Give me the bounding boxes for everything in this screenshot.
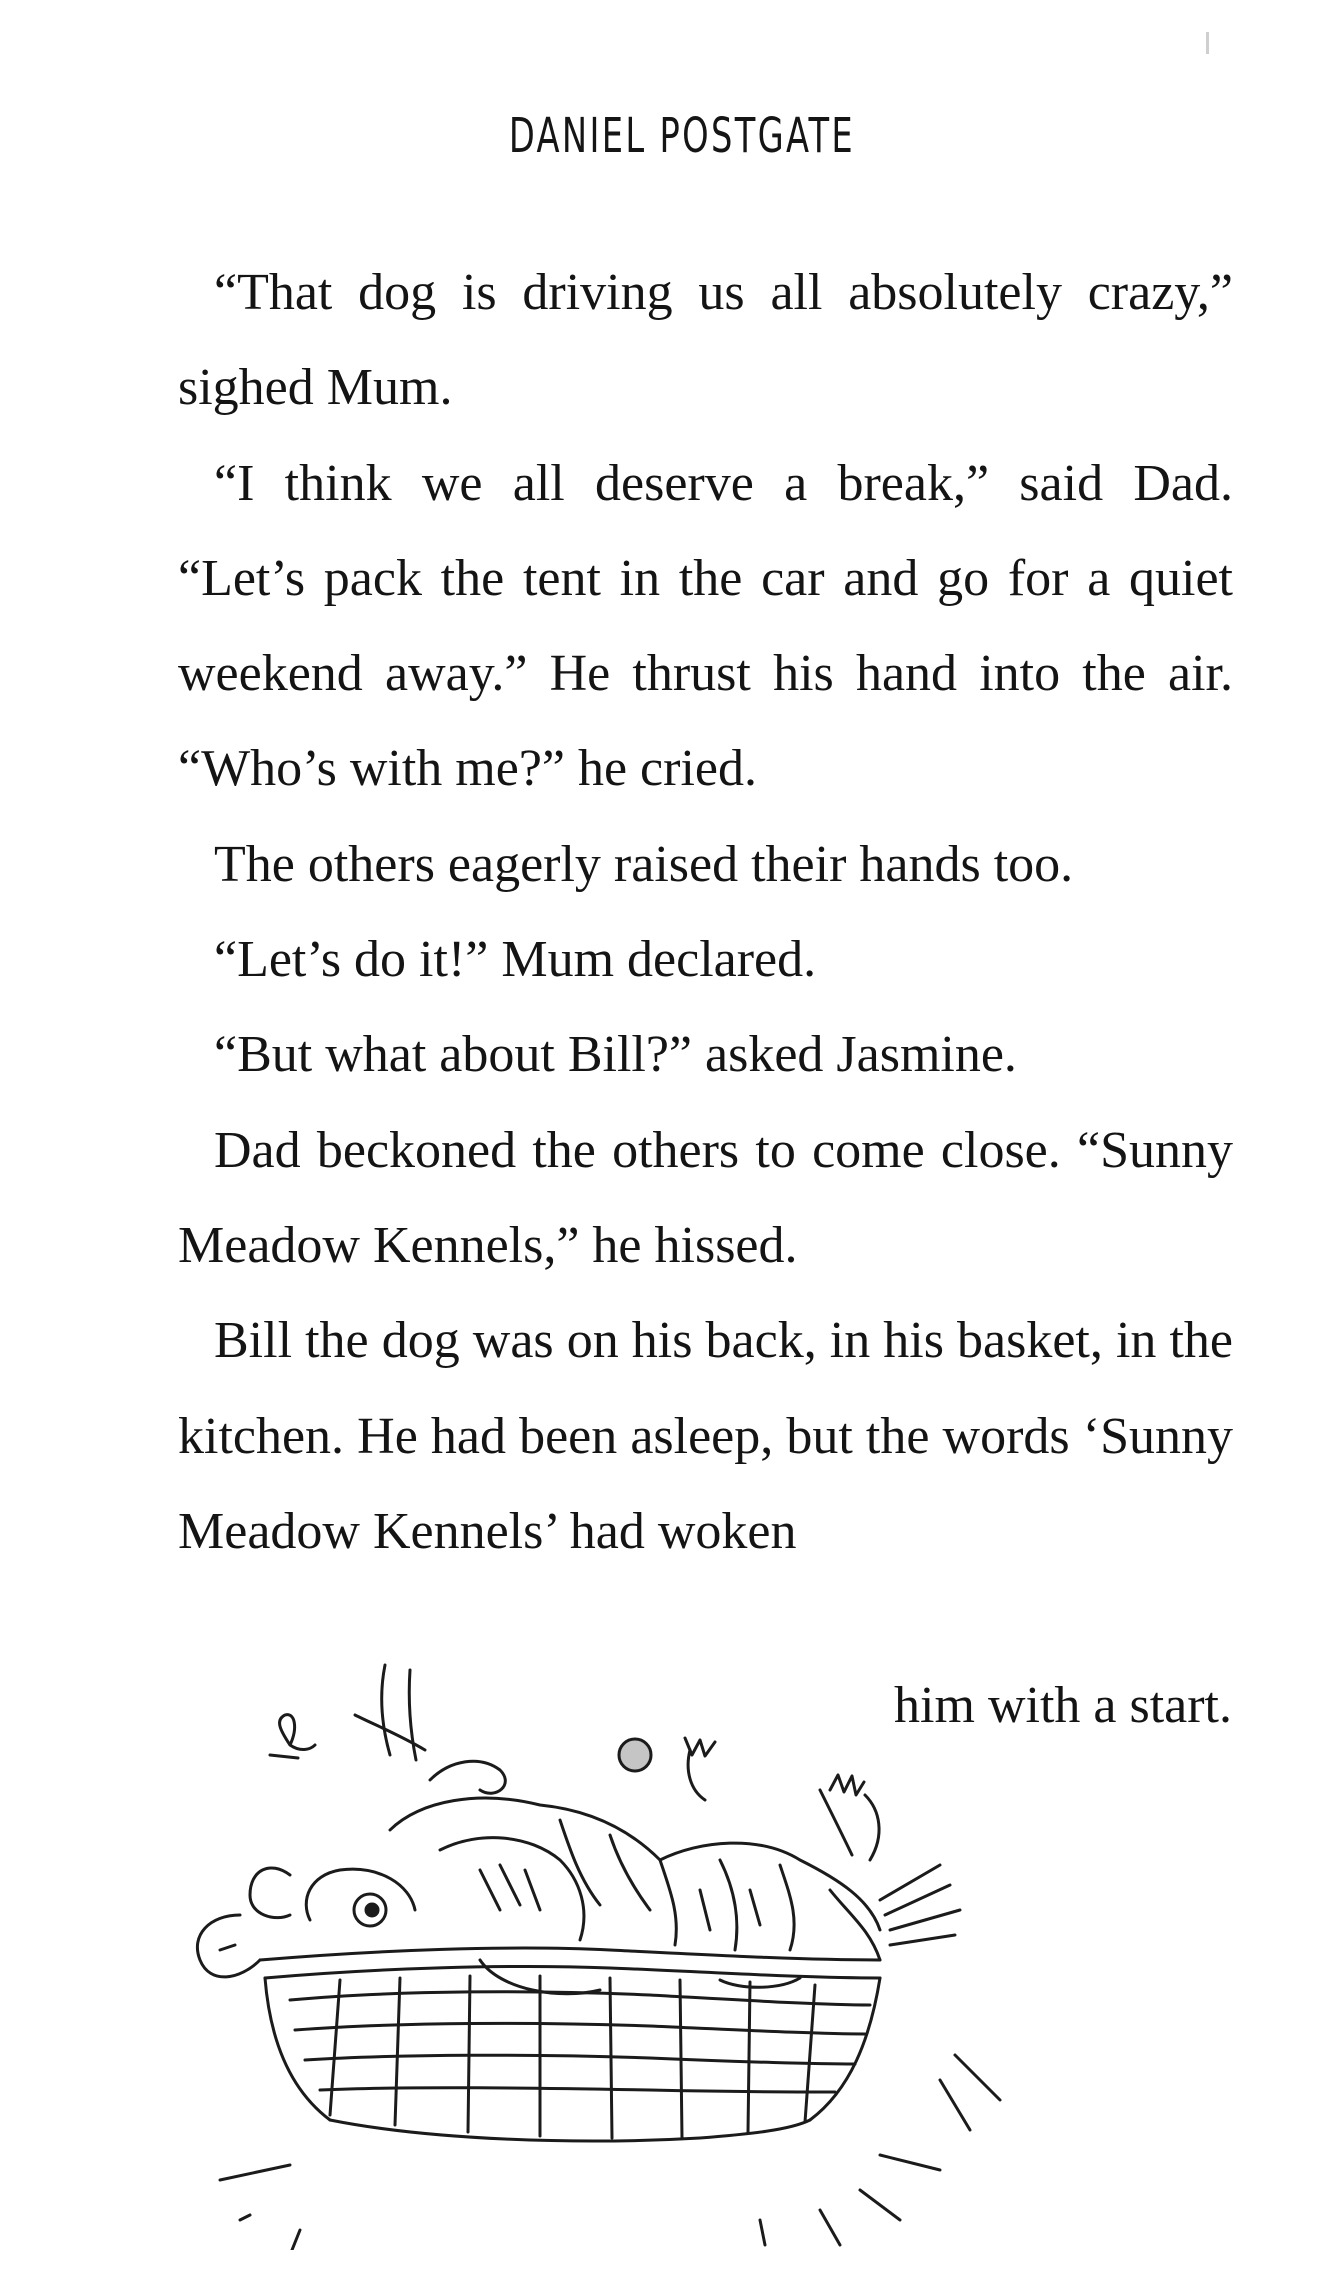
body-text	[178, 245, 1233, 1579]
paragraph-7-tail: him with a start.	[894, 1677, 1232, 1734]
paragraph-6: Dad beckoned the others to come close. “Sunny Meadow Kennels,” he hissed.	[178, 1121, 1233, 1274]
dog-in-basket-icon	[180, 1660, 1080, 2250]
paragraph-4: “Let’s do it!” Mum declared.	[214, 931, 817, 989]
paragraph-5: “But what about Bill?” asked Jasmine.	[214, 1026, 1017, 1084]
paragraph-3: The others eagerly raised their hands too.	[214, 835, 1074, 893]
paragraph-7: Bill the dog was on his back, in his basket, in the kitchen. He had been asleep, but the words ‘Sunny Meadow Kennels’ had woken	[178, 1312, 1233, 1560]
page-edge-mark	[1206, 32, 1209, 54]
paragraph-2: “I think we all deserve a break,” said Dad. “Let’s pack the tent in the car and go for a quiet weekend away.” He thrust his hand into the air. “Who’s with me?” he cried.	[178, 454, 1233, 798]
paragraph-1: “That dog is driving us all absolutely crazy,” sighed Mum.	[178, 264, 1233, 417]
running-head: DANIEL POSTGATE	[508, 108, 856, 164]
